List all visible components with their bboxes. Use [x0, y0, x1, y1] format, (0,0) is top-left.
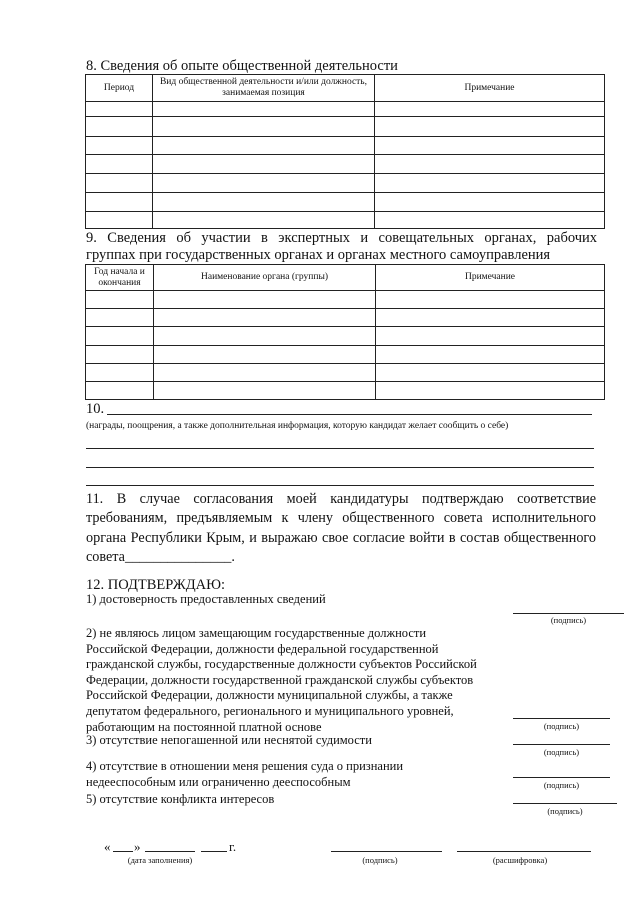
table-cell[interactable]	[376, 364, 605, 382]
section8-header-note: Примечание	[375, 75, 605, 102]
table-cell[interactable]	[154, 291, 376, 309]
section12-item3: 3) отсутствие непогашенной или неснятой судимости	[86, 733, 372, 747]
table-cell[interactable]	[153, 193, 375, 212]
section8-header-period: Период	[86, 75, 153, 102]
table-cell[interactable]	[153, 137, 375, 155]
section9-table	[85, 264, 605, 400]
section12-item5: 5) отсутствие конфликта интересов	[86, 792, 275, 806]
signature-line-3[interactable]	[513, 744, 610, 745]
footer-decode-line[interactable]	[457, 851, 591, 852]
section9-title-line1: 9. Сведения об участии в экспертных и совещательных органах, рабочих	[86, 230, 597, 246]
table-cell[interactable]	[154, 327, 376, 346]
table-cell[interactable]	[375, 137, 605, 155]
table-cell[interactable]	[153, 117, 375, 137]
section10-line-4[interactable]	[86, 485, 594, 486]
section10-number: 10.	[86, 401, 105, 417]
signature-line-4[interactable]	[513, 777, 610, 778]
table-cell[interactable]	[86, 291, 154, 309]
item2-line: Российской Федерации, должности муниципальной службы, а также	[86, 688, 453, 703]
section11-consent-text: 11. В случае согласования моей кандидатуры подтверждаю соответствие требованиям, предъявляемым к члену общественного совета исполнительного органа Республики Крым, и выражаю свое согласие войти в состав общественного совета_______________.	[86, 491, 596, 566]
item2-line: 2) не являюсь лицом замещающим государственные должности	[86, 626, 427, 640]
date-day-field[interactable]	[113, 851, 133, 852]
date-year-field[interactable]	[201, 851, 227, 852]
table-row	[86, 364, 605, 382]
section10-answer-line[interactable]	[107, 414, 592, 415]
signature-line-5[interactable]	[513, 803, 617, 804]
table-cell[interactable]	[153, 155, 375, 174]
table-row	[86, 291, 605, 309]
table-cell[interactable]	[375, 212, 605, 229]
table-row	[86, 309, 605, 327]
table-cell[interactable]	[154, 346, 376, 364]
table-row	[86, 327, 605, 346]
section12-item4	[86, 759, 403, 790]
table-cell[interactable]	[153, 212, 375, 229]
table-cell[interactable]	[376, 291, 605, 309]
signature-caption-3: (подпись)	[543, 747, 580, 757]
table-row	[86, 382, 605, 400]
date-quote-open: «	[104, 839, 111, 854]
date-quote-close: »	[134, 839, 141, 854]
table-cell[interactable]	[86, 137, 153, 155]
table-cell[interactable]	[375, 193, 605, 212]
table-cell[interactable]	[376, 309, 605, 327]
section9-title-line2: группах при государственных органах и органах местного самоуправления	[86, 247, 551, 263]
table-cell[interactable]	[86, 193, 153, 212]
table-cell[interactable]	[86, 212, 153, 229]
signature-caption-5: (подпись)	[547, 806, 583, 816]
section9-header-note: Примечание	[376, 265, 605, 291]
date-caption: (дата заполнения)	[127, 855, 193, 865]
table-row	[86, 137, 605, 155]
section8-title: 8. Сведения об опыте общественной деятельности	[86, 58, 398, 74]
table-cell[interactable]	[154, 309, 376, 327]
item4-line: недееспособным или ограниченно дееспособным	[86, 774, 351, 789]
section9-header-years: Год начала и окончания	[86, 265, 154, 291]
section12-item1: 1) достоверность предоставленных сведений	[86, 592, 326, 606]
section12-item2	[86, 626, 477, 735]
section8-header-activity: Вид общественной деятельности и/или должность, занимаемая позиция	[153, 75, 375, 102]
table-cell[interactable]	[86, 102, 153, 117]
table-cell[interactable]	[376, 346, 605, 364]
table-cell[interactable]	[375, 155, 605, 174]
table-row	[86, 346, 605, 364]
signature-line-2[interactable]	[513, 718, 610, 719]
table-row	[86, 212, 605, 229]
table-cell[interactable]	[154, 382, 376, 400]
table-cell[interactable]	[86, 327, 154, 346]
item2-line: Российской Федерации, должности федеральной государственной	[86, 641, 439, 656]
signature-caption-2: (подпись)	[543, 721, 580, 731]
table-row	[86, 193, 605, 212]
footer-decode-caption: (расшифровка)	[492, 855, 548, 865]
section9-header-body: Наименование органа (группы)	[154, 265, 376, 291]
signature-caption-1: (подпись)	[550, 615, 587, 625]
table-cell[interactable]	[376, 327, 605, 346]
table-cell[interactable]	[86, 174, 153, 193]
table-row	[86, 117, 605, 137]
footer-signature-caption: (подпись)	[362, 855, 398, 865]
section12-title: 12. ПОДТВЕРЖДАЮ:	[86, 577, 226, 593]
item4-line: 4) отсутствие в отношении меня решения суда о признании	[86, 759, 404, 773]
table-cell[interactable]	[376, 382, 605, 400]
table-cell[interactable]	[153, 102, 375, 117]
table-cell[interactable]	[86, 117, 153, 137]
footer-signature-line[interactable]	[331, 851, 442, 852]
table-cell[interactable]	[86, 309, 154, 327]
item2-line: гражданской службы, государственные должности субъектов Российской	[86, 657, 477, 672]
table-row	[86, 155, 605, 174]
table-cell[interactable]	[154, 364, 376, 382]
table-cell[interactable]	[375, 102, 605, 117]
date-month-field[interactable]	[145, 851, 195, 852]
item2-line: депутатом федерального, регионального и муниципального уровней,	[86, 703, 454, 718]
table-cell[interactable]	[86, 346, 154, 364]
table-cell[interactable]	[375, 174, 605, 193]
signature-caption-4: (подпись)	[543, 780, 580, 790]
table-cell[interactable]	[86, 382, 154, 400]
section10-line-3[interactable]	[86, 467, 594, 468]
section8-table	[85, 74, 605, 229]
table-row	[86, 174, 605, 193]
section10-hint: (награды, поощрения, а также дополнительная информация, которую кандидат желает сообщить о себе)	[86, 421, 509, 431]
table-row	[86, 102, 605, 117]
table-cell[interactable]	[153, 174, 375, 193]
item2-line: работающим на постоянной платной основе	[86, 719, 322, 734]
date-year-suffix: г.	[229, 839, 237, 854]
table-cell[interactable]	[86, 155, 153, 174]
item2-line: Федерации, должности государственной гражданской службы субъектов	[86, 672, 474, 687]
signature-line-1[interactable]	[513, 613, 624, 614]
table-cell[interactable]	[375, 117, 605, 137]
section10-line-2[interactable]	[86, 448, 594, 449]
table-cell[interactable]	[86, 364, 154, 382]
